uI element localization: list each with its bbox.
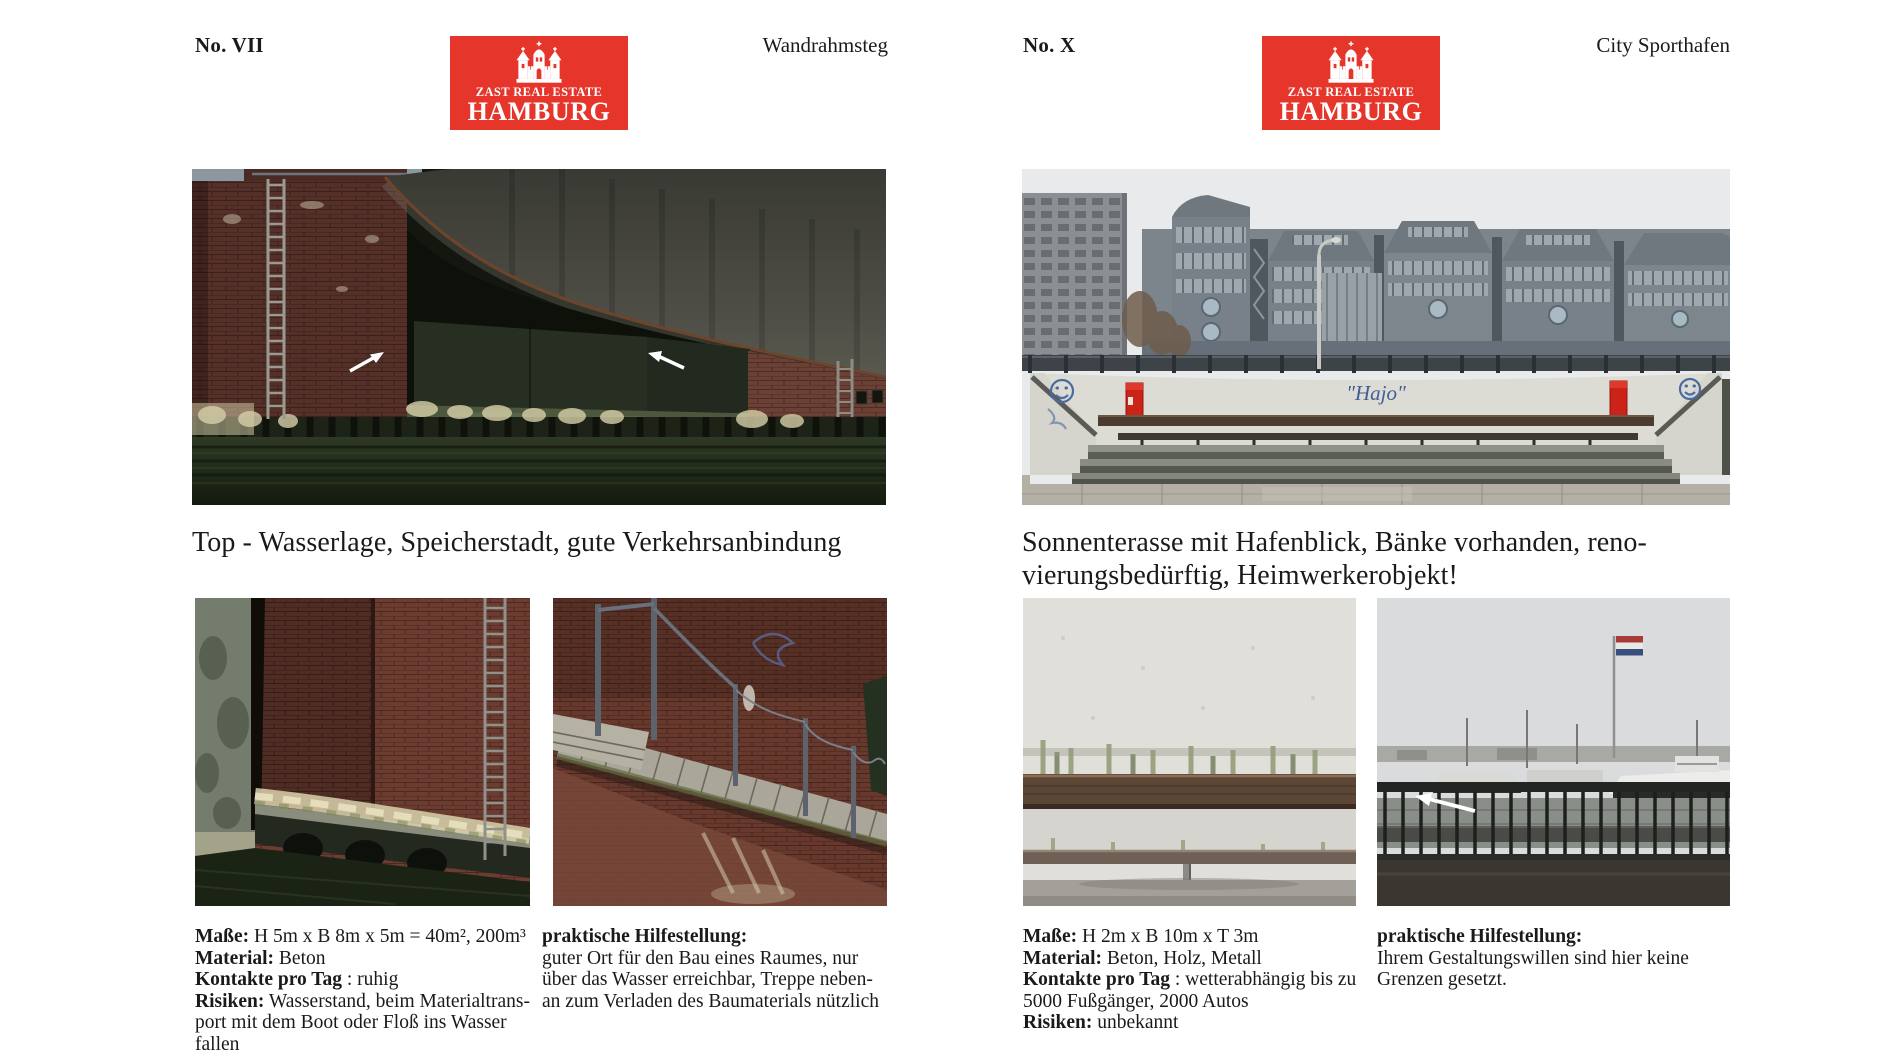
specs-list: [1023, 926, 1383, 1034]
spec-label: Material:: [1023, 947, 1103, 969]
help-line: an zum Verladen des Baumaterials nützlich: [542, 990, 879, 1012]
location-label: City Sporthafen: [1596, 33, 1730, 57]
spec-row: Maße: H 2m x B 10m x T 3m: [1023, 926, 1259, 947]
help-line: Grenzen gesetzt.: [1377, 969, 1507, 990]
help-block: [1377, 926, 1735, 991]
panel-city-sporthafen: [941, 0, 1883, 1059]
photo-bridge-underpass: [192, 169, 886, 505]
spec-label: Material:: [195, 947, 275, 969]
panel-wandrahmsteg: [0, 0, 941, 1059]
photo-harbor-view: [1377, 598, 1730, 906]
specs-list: [195, 926, 551, 1055]
headline-line: Sonnenterasse mit Hafenblick, Bänke vorhanden, reno-: [1022, 527, 1647, 558]
photo-water-stairs: [553, 598, 887, 906]
spec-label: Maße:: [195, 926, 250, 947]
location-label: Wandrahmsteg: [762, 33, 888, 57]
terrace-steps: [1072, 445, 1680, 484]
spec-label: Kontakte pro Tag: [1023, 969, 1171, 990]
help-block: [542, 926, 898, 1012]
help-line: guter Ort für den Bau eines Raumes, nur: [542, 947, 859, 969]
photo-bench-detail: [1023, 598, 1356, 906]
help-line: Ihrem Gestaltungswillen sind hier keine: [1377, 947, 1689, 969]
help-lines: [542, 948, 898, 1013]
logo-brand-text: ZAST REAL ESTATE: [1287, 85, 1415, 99]
logo-city-text: HAMBURG: [1279, 97, 1423, 127]
spec-label: Risiken:: [195, 990, 265, 1012]
building-gable-4: [1502, 229, 1614, 355]
help-line: über das Wasser erreichbar, Treppe neben-: [542, 969, 873, 990]
building-gable-3: [1384, 221, 1492, 355]
wood-plank: [1023, 774, 1356, 804]
spec-row: Maße: H 5m x B 8m x 5m = 40m², 200m³: [195, 926, 526, 947]
object-number: No. VII: [195, 33, 264, 57]
spec-row: Material: Beton, Holz, Metall: [1023, 947, 1262, 969]
headline-line: Top - Wasserlage, Speicherstadt, gute Verkehrsanbindung: [192, 527, 842, 558]
spec-row: Kontakte pro Tag : wetterabhängig bis zu 5000 Fußgänger, 2000 Autos: [1023, 969, 1357, 1012]
bench-seat: [1118, 433, 1638, 440]
building-gable-5: [1624, 233, 1730, 355]
help-label: praktische Hilfestellung:: [1377, 926, 1583, 947]
spec-label: Risiken:: [1023, 1012, 1093, 1033]
headline: [1022, 526, 1738, 592]
logo-brand-text: ZAST REAL ESTATE: [475, 85, 603, 99]
photo-brick-quay-corner: [195, 598, 530, 906]
spec-row: Risiken: unbekannt: [1023, 1012, 1179, 1033]
spec-row: Material: Beton: [195, 947, 326, 969]
wall-graffiti-text: "Hajo": [1346, 381, 1406, 405]
flag-icon: [1616, 636, 1643, 656]
headline-line: vierungsbedürftig, Heimwerkerobjekt!: [1022, 560, 1458, 591]
spec-row: Risiken: Wasserstand, beim Materialtrans-port mit dem Boot oder Floß ins Wasser fallen: [195, 990, 530, 1055]
logo-city-text: HAMBURG: [467, 97, 611, 127]
spec-label: Kontakte pro Tag: [195, 969, 343, 990]
photo-terrace-overview: [1022, 169, 1730, 505]
spec-label: Maße:: [1023, 926, 1078, 947]
help-label: praktische Hilfestellung:: [542, 926, 748, 947]
headline: [192, 526, 898, 559]
spec-row: Kontakte pro Tag : ruhig: [195, 969, 399, 990]
object-number: No. X: [1023, 33, 1076, 57]
help-lines: [1377, 948, 1735, 991]
